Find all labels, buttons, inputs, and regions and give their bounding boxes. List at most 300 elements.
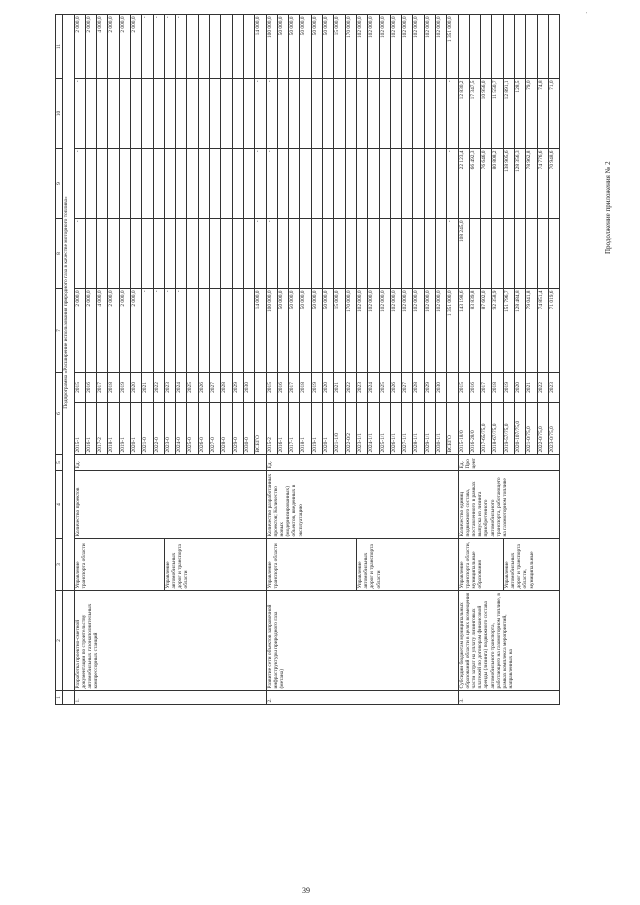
row-value-c8 [210, 218, 221, 288]
row-value-c9 [379, 148, 390, 218]
row-value-c11: 102 000,0 [436, 14, 447, 78]
row-code: 2024-1/1 [368, 403, 379, 455]
row-year: 2022 [345, 372, 356, 402]
row-value-c8 [481, 218, 492, 288]
row-value-c7: 87 602,0 [481, 288, 492, 372]
row-value-c10: 128,5 [515, 78, 526, 148]
item-number: 2. [266, 691, 458, 705]
row-value-c9 [345, 148, 356, 218]
row-value-c8 [334, 218, 345, 288]
row-value-c10 [108, 78, 119, 148]
row-value-c9 [243, 148, 254, 218]
row-value-c7 [198, 288, 209, 372]
row-value-c10 [176, 78, 187, 148]
row-value-c7: 100 000,0 [266, 288, 277, 372]
row-value-c11 [232, 14, 243, 78]
row-value-c9 [221, 148, 232, 218]
header-cell: 6 [56, 372, 63, 454]
row-value-c7: 50 000,0 [311, 288, 322, 372]
row-value-c10: - [74, 78, 85, 148]
row-value-c9 [289, 148, 300, 218]
row-year: 2030 [436, 372, 447, 402]
row-value-c9: 74 776,6 [537, 148, 548, 218]
row-value-c11: 102 000,0 [368, 14, 379, 78]
row-value-c8 [187, 218, 198, 288]
row-value-c10: 11 550,7 [492, 78, 503, 148]
row-value-c9: - [74, 148, 85, 218]
row-year: 2016 [469, 372, 480, 402]
row-value-c8 [289, 218, 300, 288]
row-value-c10: - [255, 78, 266, 148]
row-value-c9: 80 808,2 [492, 148, 503, 218]
header-cell: 2 [56, 591, 63, 691]
row-value-c9 [300, 148, 311, 218]
row-value-c8 [119, 218, 130, 288]
row-value-c9: 66 492,3 [469, 148, 480, 218]
row-value-c8 [232, 218, 243, 288]
row-value-c9 [356, 148, 367, 218]
row-code: ВСЕГО [255, 403, 266, 455]
row-value-c9 [97, 148, 108, 218]
row-value-c11: 50 000,0 [277, 14, 288, 78]
row-value-c7: 14 000,0 [255, 288, 266, 372]
row-value-c11 [481, 14, 492, 78]
row-year: 2023 [356, 372, 367, 402]
row-value-c10 [300, 78, 311, 148]
corner-mark: ' [586, 12, 588, 18]
row-value-c11: 102 000,0 [379, 14, 390, 78]
row-value-c7: 128 484,8 [515, 288, 526, 372]
row-value-c7: 102 000,0 [379, 288, 390, 372]
row-value-c11 [537, 14, 548, 78]
row-value-c7: 15 000,0 [334, 288, 345, 372]
row-year: 2015 [458, 372, 469, 402]
row-value-c10 [345, 78, 356, 148]
row-year: 2019 [503, 372, 514, 402]
row-value-c9 [323, 148, 334, 218]
continuation-label [602, 94, 614, 254]
row-year: 2024 [176, 372, 187, 402]
row-value-c8 [198, 218, 209, 288]
header-row [56, 14, 63, 704]
header-cell: 1 [56, 691, 63, 705]
header-cell: 9 [56, 148, 63, 218]
row-year: 2025 [187, 372, 198, 402]
row-value-c9 [368, 148, 379, 218]
row-code: 2029-0 [232, 403, 243, 455]
row-value-c7: 143 198,6 [458, 288, 469, 372]
item-executor: Управление транспорта области [266, 539, 356, 591]
row-value-c8 [424, 218, 435, 288]
row-value-c10 [153, 78, 164, 148]
row-code: 2019-1 [119, 403, 130, 455]
row-value-c11 [492, 14, 503, 78]
row-code: 2020-1 [130, 403, 141, 455]
row-value-c11: 50 000,0 [311, 14, 322, 78]
row-value-c10: 74,8 [537, 78, 548, 148]
header-cell: 4 [56, 471, 63, 539]
row-value-c9 [142, 148, 153, 218]
item-executor-2: Управление автомобильных дорог и транспорта области [356, 539, 458, 591]
item-indicator: Количество единиц подвижного состава, поставленного в рамках выпуска из лизинга приобретенного автомобильного транспорта, работающего на газомоторном топливе [458, 471, 560, 539]
row-value-c10 [277, 78, 288, 148]
row-value-c11 [243, 14, 254, 78]
row-value-c10 [379, 78, 390, 148]
row-year: 2020 [515, 372, 526, 402]
row-value-c7 [187, 288, 198, 372]
row-value-c7: 83 839,8 [469, 288, 480, 372]
row-value-c8 [221, 218, 232, 288]
row-value-c11: - [142, 14, 153, 78]
row-year: 2018 [492, 372, 503, 402]
row-value-c8 [503, 218, 514, 288]
row-value-c7: 2 000,0 [119, 288, 130, 372]
row-value-c8 [164, 218, 175, 288]
row-value-c9 [210, 148, 221, 218]
row-code: 2019-57/75,0 [503, 403, 514, 455]
row-code: 2017-1 [289, 403, 300, 455]
row-year: 2020 [130, 372, 141, 402]
row-value-c9 [413, 148, 424, 218]
row-value-c8 [85, 218, 96, 288]
row-value-c10: 17 347,5 [469, 78, 480, 148]
row-year: 2026 [390, 372, 401, 402]
row-code: 2019-1 [311, 403, 322, 455]
row-value-c7: 2 000,0 [74, 288, 85, 372]
row-value-c9 [334, 148, 345, 218]
row-code: 2027-0 [210, 403, 221, 455]
row-year: 2023 [548, 372, 559, 402]
row-code: 2026-0 [198, 403, 209, 455]
row-value-c7: 102 000,0 [356, 288, 367, 372]
row-value-c7 [243, 288, 254, 372]
row-year: 2021 [142, 372, 153, 402]
row-code: 2022-0/2 [345, 403, 356, 455]
row-year: 2020 [323, 372, 334, 402]
row-value-c7: 2 000,0 [108, 288, 119, 372]
row-value-c10 [436, 78, 447, 148]
title-row [63, 14, 74, 704]
rotated-table-wrapper [55, 16, 590, 860]
row-value-c10: 79,0 [526, 78, 537, 148]
row-year: 2030 [243, 372, 254, 402]
row-year: 2018 [300, 372, 311, 402]
row-year: 2021 [334, 372, 345, 402]
item-executor: Управление транспорта области [74, 539, 164, 591]
row-year: 2019 [311, 372, 322, 402]
row-value-c7: 1 351 000,0 [447, 288, 458, 372]
row-value-c9: 76 646,0 [481, 148, 492, 218]
row-value-c8 [379, 218, 390, 288]
row-value-c10 [334, 78, 345, 148]
row-code: 2015-2 [266, 403, 277, 455]
row-value-c7: 79 041,8 [526, 288, 537, 372]
row-value-c8 [413, 218, 424, 288]
row-value-c9: 22 123,4 [458, 148, 469, 218]
item-executor-2: Управление автомобильных дорог и транспорта области [164, 539, 266, 591]
item-unit: Ед. [266, 455, 458, 471]
row-value-c11: 2 000,0 [85, 14, 96, 78]
row-value-c8 [548, 218, 559, 288]
row-year: 2015 [266, 372, 277, 402]
row-value-c11 [221, 14, 232, 78]
row-value-c7: - [153, 288, 164, 372]
row-code: 2025-0 [187, 403, 198, 455]
row-year: 2019 [119, 372, 130, 402]
row-year: 2022 [153, 372, 164, 402]
row-value-c10 [97, 78, 108, 148]
row-year: 2017 [97, 372, 108, 402]
row-value-c7: 170 000,0 [345, 288, 356, 372]
row-value-c11 [210, 14, 221, 78]
row-value-c11: - [176, 14, 187, 78]
row-year: 2027 [402, 372, 413, 402]
table-row [458, 14, 469, 704]
row-year [447, 372, 458, 402]
row-value-c10: 12 891,1 [503, 78, 514, 148]
row-value-c10 [323, 78, 334, 148]
row-value-c11: 102 000,0 [356, 14, 367, 78]
row-value-c8 [356, 218, 367, 288]
row-value-c11: 102 000,0 [424, 14, 435, 78]
row-year: 2022 [537, 372, 548, 402]
row-value-c9: - [447, 148, 458, 218]
item-indicator: Количество проектов [74, 471, 266, 539]
row-value-c8 [515, 218, 526, 288]
row-value-c9 [130, 148, 141, 218]
row-value-c7: 102 000,0 [436, 288, 447, 372]
row-code: 2016-28/0 [469, 403, 480, 455]
row-value-c9 [108, 148, 119, 218]
rotated-table [55, 15, 590, 705]
row-year: 2021 [526, 372, 537, 402]
row-value-c11: 1 351 000,0 [447, 14, 458, 78]
row-value-c11 [548, 14, 559, 78]
row-year: 2024 [368, 372, 379, 402]
row-value-c9 [85, 148, 96, 218]
row-value-c7: 50 000,0 [323, 288, 334, 372]
row-value-c11: 100 000,0 [266, 14, 277, 78]
row-value-c8 [130, 218, 141, 288]
row-value-c7: 4 000,0 [97, 288, 108, 372]
row-code: 2020-1 [323, 403, 334, 455]
row-value-c10: - [266, 78, 277, 148]
row-value-c7: 74 851,4 [537, 288, 548, 372]
row-code: 2026-1/1 [390, 403, 401, 455]
row-code: 2025-1/1 [379, 403, 390, 455]
row-value-c8 [97, 218, 108, 288]
row-value-c10 [142, 78, 153, 148]
row-code: 2027-1/1 [402, 403, 413, 455]
item-unit: Ед. [74, 455, 266, 471]
row-value-c11: - [164, 14, 175, 78]
row-value-c10 [413, 78, 424, 148]
row-value-c7: - [164, 288, 175, 372]
row-value-c11 [515, 14, 526, 78]
item-number: 1. [74, 691, 266, 705]
row-value-c9: 128 356,3 [515, 148, 526, 218]
row-code: 2018-1 [108, 403, 119, 455]
row-value-c11: 102 000,0 [402, 14, 413, 78]
table-row [266, 14, 277, 704]
row-year: 2026 [198, 372, 209, 402]
row-value-c10 [390, 78, 401, 148]
row-value-c10: - [447, 78, 458, 148]
row-value-c11: 4 000,0 [97, 14, 108, 78]
row-value-c7: - [142, 288, 153, 372]
row-value-c8 [469, 218, 480, 288]
row-year: 2018 [108, 372, 119, 402]
row-value-c7: 71 019,6 [548, 288, 559, 372]
row-code: 2024-0 [176, 403, 187, 455]
item-name: Развитие сети объектов заправочной инфраструктуры природного газа (метана) [266, 591, 458, 691]
item-executor-2: Управление автомобильных дорог и транспорта области, муниципальные [503, 539, 559, 591]
row-code: 2020-107/75,0 [515, 403, 526, 455]
row-value-c10 [119, 78, 130, 148]
row-value-c9 [176, 148, 187, 218]
row-year [255, 372, 266, 402]
row-code: 2021-0/75,0 [526, 403, 537, 455]
row-value-c7: 102 000,0 [413, 288, 424, 372]
header-cell: 8 [56, 218, 63, 288]
row-value-c9: 70 948,6 [548, 148, 559, 218]
row-value-c8: - [266, 218, 277, 288]
row-value-c8 [402, 218, 413, 288]
row-value-c10 [210, 78, 221, 148]
row-year: 2028 [221, 372, 232, 402]
row-value-c8 [526, 218, 537, 288]
item-indicator: Количество разработанных проектов; Количество новых (модернизированных) объектов, введенных в эксплуатацию [266, 471, 458, 539]
row-value-c9 [164, 148, 175, 218]
row-value-c11 [458, 14, 469, 78]
item-number: 3. [458, 691, 560, 705]
row-value-c9: - [255, 148, 266, 218]
row-code: 2028-0 [221, 403, 232, 455]
row-code: 2023-0 [164, 403, 175, 455]
header-cell: 10 [56, 78, 63, 148]
row-value-c11: 15 000,0 [334, 14, 345, 78]
item-executor: Управление транспорта области, муниципальные образования [458, 539, 503, 591]
row-value-c8 [390, 218, 401, 288]
row-code: 2021-0 [142, 403, 153, 455]
row-code: 2022-0 [153, 403, 164, 455]
row-value-c10 [289, 78, 300, 148]
row-code: 2015-1 [74, 403, 85, 455]
row-value-c8 [277, 218, 288, 288]
row-year: 2025 [379, 372, 390, 402]
row-value-c11: 2 000,0 [74, 14, 85, 78]
row-value-c7 [232, 288, 243, 372]
row-value-c8 [176, 218, 187, 288]
row-year: 2023 [164, 372, 175, 402]
row-code: 2030-1/1 [436, 403, 447, 455]
row-code: 2017-65/75,0 [481, 403, 492, 455]
row-year: 2017 [481, 372, 492, 402]
item-unit: Ед. Процент [458, 455, 560, 471]
row-value-c7: 102 000,0 [424, 288, 435, 372]
row-value-c10 [187, 78, 198, 148]
row-value-c7 [221, 288, 232, 372]
row-value-c9 [424, 148, 435, 218]
row-value-c8 [537, 218, 548, 288]
row-value-c10 [85, 78, 96, 148]
row-value-c7: 151 796,7 [503, 288, 514, 372]
row-year: 2016 [85, 372, 96, 402]
row-code: 2021-1/0 [334, 403, 345, 455]
row-value-c10 [130, 78, 141, 148]
header-cell: 7 [56, 288, 63, 372]
row-value-c7 [210, 288, 221, 372]
row-value-c9 [277, 148, 288, 218]
row-value-c9 [119, 148, 130, 218]
row-value-c7: 2 000,0 [130, 288, 141, 372]
row-code: 2018-67/75,0 [492, 403, 503, 455]
row-value-c11: 14 000,0 [255, 14, 266, 78]
row-code: 2029-1/1 [424, 403, 435, 455]
row-value-c8 [142, 218, 153, 288]
row-value-c10 [164, 78, 175, 148]
row-value-c9: 78 962,8 [526, 148, 537, 218]
header-cell: 11 [56, 14, 63, 78]
row-value-c9 [187, 148, 198, 218]
row-value-c7: 102 000,0 [368, 288, 379, 372]
row-value-c11: 2 000,0 [130, 14, 141, 78]
row-code: 2018-1 [300, 403, 311, 455]
page-number: 39 [302, 886, 310, 895]
item-name: Разработка проектно-сметной документации по строительству автомобильных газонаполнительных компрессорных станций [74, 591, 266, 691]
row-value-c8 [153, 218, 164, 288]
row-value-c9: 138 905,6 [503, 148, 514, 218]
row-value-c11: 102 000,0 [413, 14, 424, 78]
row-value-c11: 50 000,0 [323, 14, 334, 78]
row-value-c8 [300, 218, 311, 288]
row-value-c10 [221, 78, 232, 148]
row-value-c11: 170 000,0 [345, 14, 356, 78]
row-value-c9 [436, 148, 447, 218]
row-code: 2016-1 [277, 403, 288, 455]
row-code: 2030-0 [243, 403, 254, 455]
item-name: Субсидии бюджетам муниципальных образований области в целях возмещения части затрат на уплату лизинговых платежей по договорам финансовой аренды (лизинга) подвижного состава автомобильного транспорта, работающего на газомоторном топливе, в рамках комплекса мероприятий, направленных на [458, 591, 560, 691]
row-value-c8 [345, 218, 356, 288]
row-value-c8: 108 245,0 [458, 218, 469, 288]
row-value-c9 [198, 148, 209, 218]
row-value-c11: 50 000,0 [289, 14, 300, 78]
row-value-c9: - [266, 148, 277, 218]
row-value-c9 [390, 148, 401, 218]
row-value-c10 [198, 78, 209, 148]
row-value-c10 [243, 78, 254, 148]
row-value-c11 [187, 14, 198, 78]
row-year: 2017 [289, 372, 300, 402]
row-value-c11 [198, 14, 209, 78]
row-value-c10 [402, 78, 413, 148]
row-value-c10: 10 956,0 [481, 78, 492, 148]
row-value-c7: 102 000,0 [390, 288, 401, 372]
row-value-c8: - [447, 218, 458, 288]
row-value-c11: 102 000,0 [390, 14, 401, 78]
row-value-c10 [232, 78, 243, 148]
row-value-c7: 50 000,0 [300, 288, 311, 372]
row-value-c10 [424, 78, 435, 148]
row-value-c11 [469, 14, 480, 78]
row-value-c8 [323, 218, 334, 288]
row-value-c8 [108, 218, 119, 288]
row-value-c11: 2 000,0 [108, 14, 119, 78]
row-value-c8 [368, 218, 379, 288]
row-value-c8: - [255, 218, 266, 288]
row-code: 2016-1 [85, 403, 96, 455]
row-value-c7: 102 000,0 [402, 288, 413, 372]
